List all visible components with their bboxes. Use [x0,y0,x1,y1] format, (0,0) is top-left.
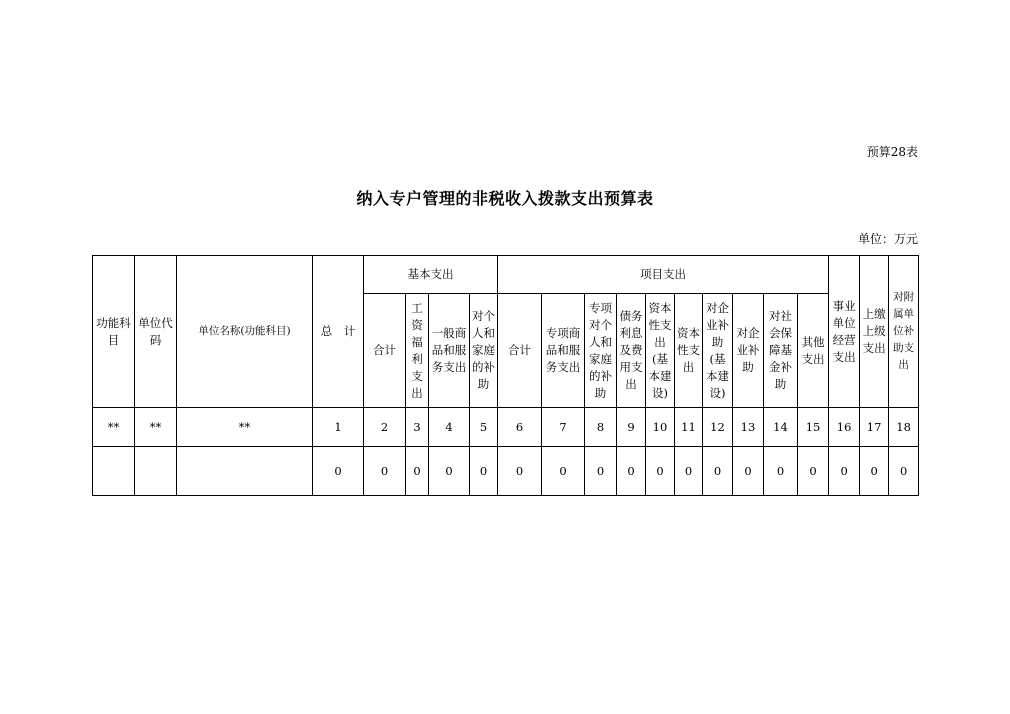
column-number-row [93,408,919,447]
unit-label: 单位：万元 [857,232,918,246]
data-cell: 0 [889,447,919,496]
data-cell: 0 [675,447,703,496]
number-cell: 17 [860,408,889,447]
number-cell: 5 [470,408,498,447]
data-cell: 0 [764,447,798,496]
data-cell: 0 [542,447,585,496]
col-debt-interest: 债务利息及费用支出 [617,294,646,408]
col-unit-code: 单位代码 [135,256,177,408]
col-business-unit: 事业单位经营支出 [829,256,860,408]
group-project-expenditure: 项目支出 [498,256,829,294]
col-proj-personal-family: 专项对个人和家庭的补助 [585,294,617,408]
number-cell: 7 [542,408,585,447]
number-cell: 10 [646,408,675,447]
data-cell: 0 [364,447,406,496]
group-basic-expenditure: 基本支出 [364,256,498,294]
number-cell: 4 [429,408,470,447]
data-cell: 0 [617,447,646,496]
col-other: 其他支出 [798,294,829,408]
col-capital: 资本性支出 [675,294,703,408]
number-cell: 1 [313,408,364,447]
form-number: 预算28表 [866,145,918,159]
data-cell: 0 [585,447,617,496]
col-total: 总 计 [313,256,364,408]
number-cell: 3 [406,408,429,447]
col-unit-name: 单位名称(功能科目) [177,256,313,408]
number-cell: 15 [798,408,829,447]
col-project-total: 合计 [498,294,542,408]
number-cell: 13 [733,408,764,447]
data-cell: 0 [429,447,470,496]
table-row [93,447,919,496]
number-cell: 6 [498,408,542,447]
col-basic-total: 合计 [364,294,406,408]
col-pay-upper: 上缴上级支出 [860,256,889,408]
data-cell: 0 [829,447,860,496]
number-cell: 16 [829,408,860,447]
data-cell: 0 [733,447,764,496]
number-cell: 12 [703,408,733,447]
col-wage-welfare: 工资福利支出 [406,294,429,408]
data-cell [135,447,177,496]
data-cell: 0 [798,447,829,496]
number-cell: 11 [675,408,703,447]
data-cell: 0 [406,447,429,496]
number-cell: ** [135,408,177,447]
number-cell: 18 [889,408,919,447]
data-cell: 0 [313,447,364,496]
data-cell [177,447,313,496]
number-cell: 8 [585,408,617,447]
number-cell: 14 [764,408,798,447]
budget-table [92,255,919,496]
col-goods-services: 一般商品和服务支出 [429,294,470,408]
number-cell: 9 [617,408,646,447]
number-cell: ** [93,408,135,447]
col-enterprise-basic: 对企业补助(基本建设) [703,294,733,408]
data-cell: 0 [498,447,542,496]
number-cell: 2 [364,408,406,447]
page-title: 纳入专户管理的非税收入拨款支出预算表 [356,189,654,208]
data-cell: 0 [860,447,889,496]
col-enterprise: 对企业补助 [733,294,764,408]
data-cell: 0 [703,447,733,496]
col-func-subject: 功能科目 [93,256,135,408]
col-personal-family: 对个人和家庭的补助 [470,294,498,408]
col-subsidiary: 对附属单位补助支出 [889,256,919,408]
col-proj-goods-services: 专项商品和服务支出 [542,294,585,408]
data-cell: 0 [646,447,675,496]
data-cell [93,447,135,496]
number-cell: ** [177,408,313,447]
col-capital-basic: 资本性支出(基本建设) [646,294,675,408]
header-row-1 [93,256,919,294]
data-cell: 0 [470,447,498,496]
col-social-security: 对社会保障基金补助 [764,294,798,408]
